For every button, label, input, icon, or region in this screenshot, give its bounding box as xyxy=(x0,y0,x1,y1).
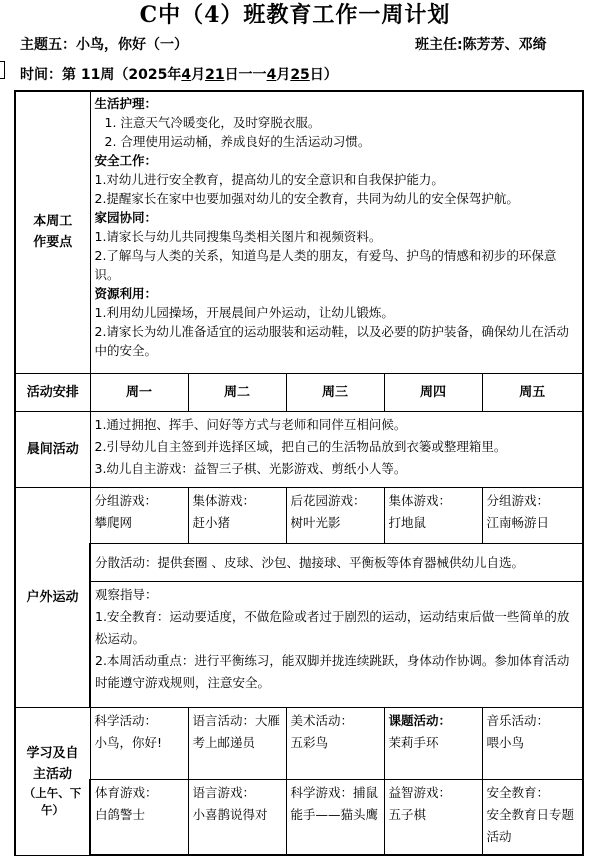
list-item: 2. 合理使用运动桶，养成良好的生活运动习惯。 xyxy=(104,134,371,149)
list-item: 1.安全教育：运动要适度，不做危险或者过于剧烈的运动，运动结束后做一些简单的放松运动。 xyxy=(95,608,570,646)
outdoor-free-row xyxy=(15,543,583,581)
time-month-unit-end: 月 xyxy=(276,67,291,83)
work-points-row xyxy=(15,91,583,373)
section-heading-safety: 安全工作： xyxy=(94,153,158,168)
game-cell: 集体游戏： 打地鼠 xyxy=(384,487,482,543)
activity-cell: 益智游戏： 五子棋 xyxy=(384,779,482,855)
list-item: 2.引导幼儿自主签到并选择区域，把自己的生活物品放到衣篓或整理箱里。 xyxy=(94,438,507,454)
list-item: 1.利用幼儿园操场，开展晨间户外运动，让幼儿锻炼。 xyxy=(94,305,394,320)
weekly-plan-table xyxy=(14,90,584,856)
day-header: 周五 xyxy=(482,373,583,411)
activity-cell: 音乐活动： 喂小鸟 xyxy=(482,707,583,779)
list-item: 1.通过拥抱、挥手、问好等方式与老师和同伴互相问候。 xyxy=(94,416,407,432)
game-cell: 后花园游戏： 树叶光影 xyxy=(286,487,384,543)
teacher-text: 班主任:陈芳芳、邓绮 xyxy=(415,37,547,53)
learning-label xyxy=(15,707,90,855)
list-item: 2.了解鸟与人类的关系，知道鸟是人类的朋友，有爱鸟、护鸟的情感和初步的环保意识。 xyxy=(94,248,557,282)
time-month-start: 4 xyxy=(181,67,192,83)
day-header: 周四 xyxy=(384,373,482,411)
free-activity-text: 分散活动：提供套圈 、皮球、沙包、抛接球、平衡板等体育器械供幼儿自选。 xyxy=(90,543,583,581)
activity-cell: 科学游戏：捕鼠能手——猫头鹰 xyxy=(286,779,384,855)
page-title: C中（4）班教育工作一周计划 xyxy=(139,2,451,28)
game-cell: 集体游戏： 赶小猪 xyxy=(188,487,286,543)
section-heading-home-school: 家园协同： xyxy=(94,210,158,225)
game-cell: 分组游戏： 攀爬网 xyxy=(90,487,188,543)
morning-content xyxy=(90,411,583,487)
time-line xyxy=(20,66,338,84)
list-item: 1.请家长与幼儿共同搜集鸟类相关图片和视频资料。 xyxy=(94,229,382,244)
time-month-end: 4 xyxy=(266,67,277,83)
theme-text: 主题五：小鸟，你好（一） xyxy=(20,37,188,53)
activity-cell: 安全教育： 安全教育日专题活动 xyxy=(482,779,583,855)
activity-cell: 课题活动： 茉莉手环 xyxy=(384,707,482,779)
outdoor-games-row xyxy=(15,487,583,543)
learning-row-2 xyxy=(15,779,583,855)
learning-label-sub: （上午、下午） xyxy=(23,786,82,817)
morning-row xyxy=(15,411,583,487)
game-cell: 分组游戏： 江南畅游日 xyxy=(482,487,583,543)
day-header: 周二 xyxy=(188,373,286,411)
schedule-header-row xyxy=(15,373,583,411)
outdoor-label: 户外运动 xyxy=(15,487,90,707)
time-prefix: 时间：第 11周（2025年 xyxy=(20,67,182,83)
work-points-label: 本周工作要点 xyxy=(15,91,90,373)
activity-cell: 语言游戏： 小喜鹊说得对 xyxy=(188,779,286,855)
activity-cell: 科学活动： 小鸟，你好! xyxy=(90,707,188,779)
activity-cell: 体育游戏： 白鸽警士 xyxy=(90,779,188,855)
edge-marker xyxy=(0,61,5,79)
list-item: 2.提醒家长在家中也要加强对幼儿的安全教育，共同为幼儿的安全保驾护航。 xyxy=(94,191,519,206)
learning-row-1 xyxy=(15,707,583,779)
learning-label-main: 学习及自主活动 xyxy=(26,746,79,782)
day-header: 周一 xyxy=(90,373,188,411)
list-item: 1.对幼儿进行安全教育，提高幼儿的安全意识和自我保护能力。 xyxy=(94,172,444,187)
schedule-label: 活动安排 xyxy=(15,373,90,411)
time-day-end: 25 xyxy=(290,67,310,83)
guide-title: 观察指导： xyxy=(95,586,158,602)
list-item: 2.本周活动重点：进行平衡练习，能双脚并拢连续跳跃，身体动作协调。参加体育活动时能遵守游戏规则，注意安全。 xyxy=(95,652,570,690)
list-item: 1. 注意天气冷暖变化，及时穿脱衣服。 xyxy=(104,115,321,130)
morning-label: 晨间活动 xyxy=(15,411,90,487)
time-suffix: 日） xyxy=(309,67,338,83)
list-item: 2.请家长为幼儿准备适宜的运动服装和运动鞋，以及必要的防护装备，确保幼儿在活动中的安全。 xyxy=(94,324,569,358)
day-header: 周三 xyxy=(286,373,384,411)
guide-content xyxy=(90,581,583,707)
activity-cell: 美术活动： 五彩鸟 xyxy=(286,707,384,779)
time-separator: 日一一 xyxy=(224,67,267,83)
section-heading-resources: 资源利用： xyxy=(94,286,158,301)
work-points-content xyxy=(90,91,583,373)
time-month-unit-start: 月 xyxy=(191,67,206,83)
section-heading-life-care: 生活护理： xyxy=(94,96,158,111)
list-item: 3.幼儿自主游戏：益智三子棋、光影游戏、剪纸小人等。 xyxy=(94,460,407,476)
activity-cell: 语言活动：大雁考上邮递员 xyxy=(188,707,286,779)
outdoor-guide-row xyxy=(15,581,583,707)
time-day-start: 21 xyxy=(205,67,225,83)
